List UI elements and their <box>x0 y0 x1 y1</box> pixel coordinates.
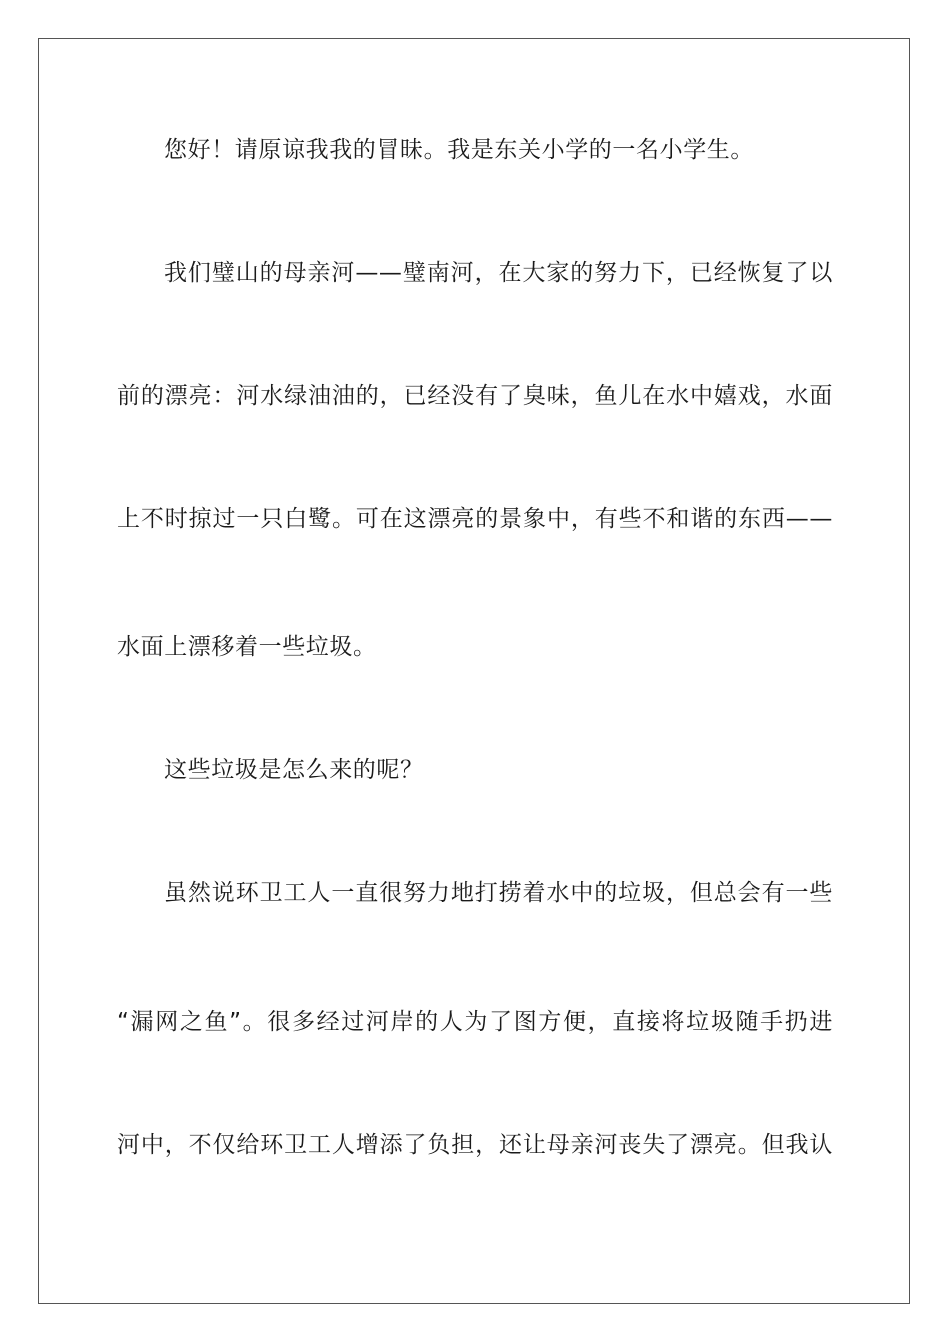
text-line: 这些垃圾是怎么来的呢？ <box>164 757 424 783</box>
text-line: 前的漂亮：河水绿油油的，已经没有了臭味，鱼儿在水中嬉戏，水面 <box>117 383 833 409</box>
text-line: 河中，不仅给环卫工人增添了负担，还让母亲河丧失了漂亮。但我认 <box>117 1132 833 1158</box>
text-line: 虽然说环卫工人一直很努力地打捞着水中的垃圾，但总会有一些 <box>164 880 833 906</box>
text-line: 水面上漂移着一些垃圾。 <box>117 634 377 660</box>
page-border <box>38 38 910 1304</box>
text-line: “漏网之鱼”。很多经过河岸的人为了图方便，直接将垃圾随手扔进 <box>117 1009 833 1035</box>
text-line: 上不时掠过一只白鹭。可在这漂亮的景象中，有些不和谐的东西—— <box>117 506 833 532</box>
text-line: 我们璧山的母亲河——璧南河，在大家的努力下，已经恢复了以 <box>164 260 833 286</box>
text-line: 您好！请原谅我我的冒昧。我是东关小学的一名小学生。 <box>164 137 754 163</box>
